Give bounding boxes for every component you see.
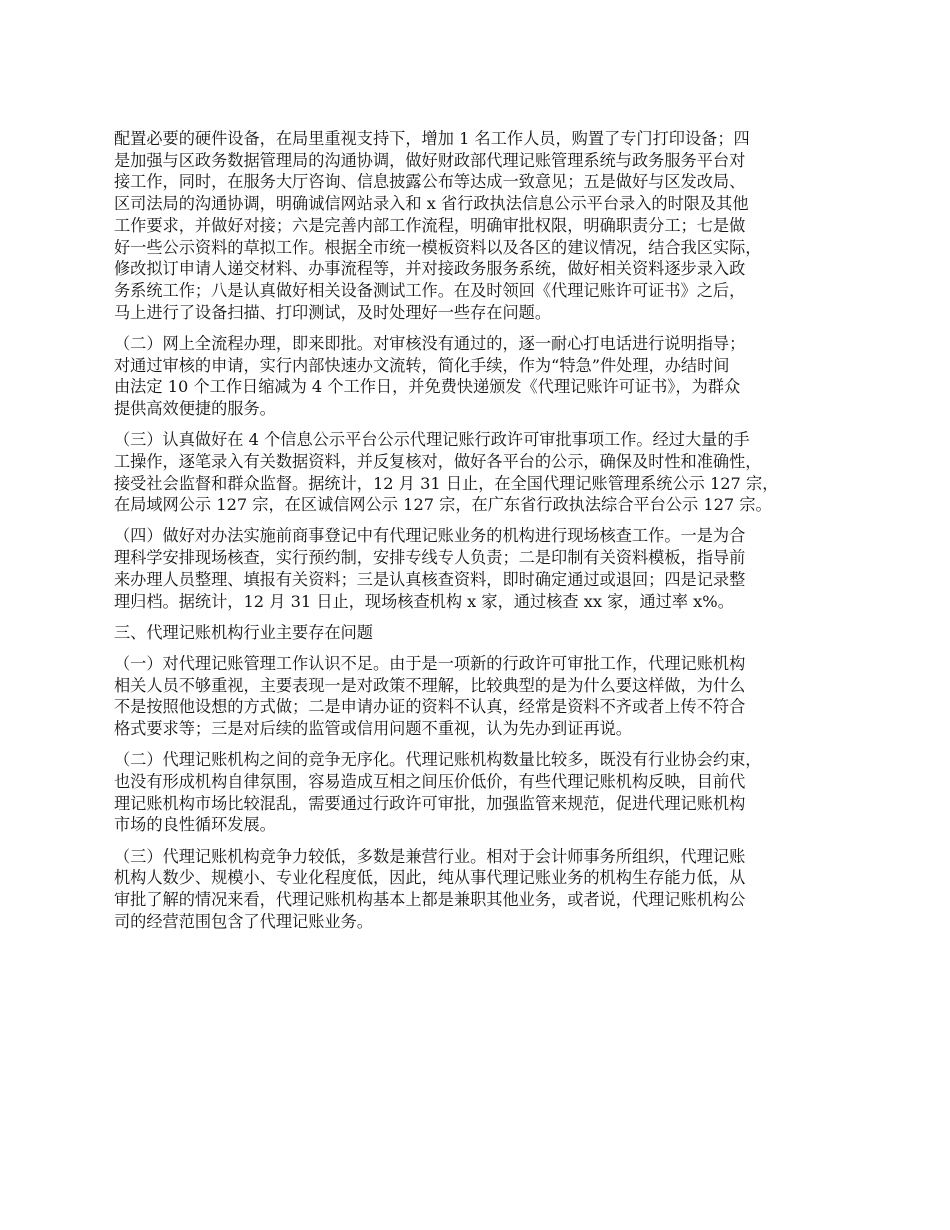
- paragraph-disorderly-competition: [114, 749, 854, 836]
- paragraph-line: 是加强与区政务数据管理局的沟通协调，做好财政部代理记账管理系统与政务服务平台对: [114, 150, 746, 170]
- paragraph-line: 马上进行了设备扫描、打印测试，及时处理好一些存在问题。: [114, 302, 552, 322]
- section-heading-text: 三、代理记账机构行业主要存在问题: [114, 622, 373, 642]
- paragraph-line: 提供高效便捷的服务。: [114, 398, 276, 418]
- paragraph-line: 来办理人员整理、填报有关资料；三是认真核查资料，即时确定通过或退回；四是记录整: [114, 569, 746, 589]
- paragraph-line: 理记账机构市场比较混乱，需要通过行政许可审批，加强监管来规范，促进代理记账机构: [114, 793, 746, 813]
- paragraph-line: 理科学安排现场核查，实行预约制，安排专线专人负责；二是印制有关资料模板，指导前: [114, 548, 746, 568]
- paragraph-line: 工作要求，并做好对接；六是完善内部工作流程，明确审批权限，明确职责分工；七是做: [114, 215, 746, 235]
- document-body: [114, 128, 854, 942]
- paragraph-line: 工操作，逐笔录入有关数据资料，并反复核对，做好各平台的公示，确保及时性和准确性，: [114, 451, 762, 471]
- paragraph-line: 相关人员不够重视，主要表现一是对政策不理解，比较典型的是为什么要这样做，为什么: [114, 675, 746, 695]
- paragraph-line: 由法定 10 个工作日缩减为 4 个工作日，并免费快递颁发《代理记账许可证书》，为群众: [114, 377, 741, 397]
- paragraph-line: 不是按照他设想的方式做；二是申请办证的资料不认真，经常是资料不齐或者上传不符合: [114, 697, 746, 717]
- paragraph-line: 对通过审核的申请，实行内部快速办文流转，简化手续，作为“特急”件处理，办结时间: [114, 355, 730, 375]
- paragraph-equipment-setup: [114, 128, 854, 323]
- paragraph-line: 市场的良性循环发展。: [114, 815, 276, 835]
- paragraph-low-competitiveness: [114, 846, 854, 933]
- paragraph-line: 审批了解的情况来看，代理记账机构基本上都是兼职其他业务，或者说，代理记账机构公: [114, 890, 746, 909]
- paragraph-line: 司的经营范围包含了代理记账业务。: [114, 911, 373, 931]
- paragraph-line: （三）代理记账机构竞争力较低，多数是兼营行业。相对于会计师事务所组织，代理记账: [114, 846, 746, 866]
- paragraph-insufficient-awareness: [114, 653, 854, 740]
- paragraph-line: （三）认真做好在 4 个信息公示平台公示代理记账行政许可审批事项工作。经过大量的手: [114, 430, 750, 450]
- paragraph-onsite-verification: [114, 525, 854, 612]
- paragraph-online-processing: [114, 333, 854, 420]
- paragraph-info-publication: [114, 429, 854, 516]
- paragraph-line: 好一些公示资料的草拟工作。根据全市统一模板资料以及各区的建议情况，结合我区实际，: [114, 237, 762, 257]
- paragraph-line: 格式要求等；三是对后续的监管或信用问题不重视，认为先办到证再说。: [114, 719, 632, 739]
- paragraph-line: 修改拟订申请人递交材料、办事流程等，并对接政务服务系统，做好相关资料逐步录入政: [114, 259, 746, 279]
- section-heading: [114, 622, 854, 644]
- paragraph-line: 接受社会监督和群众监督。据统计，12 月 31 日止，在全国代理记账管理系统公示 127 宗，: [114, 473, 779, 493]
- paragraph-line: （二）代理记账机构之间的竞争无序化。代理记账机构数量比较多，既没有行业协会约束，: [114, 750, 762, 770]
- paragraph-line: （二）网上全流程办理，即来即批。对审核没有通过的，逐一耐心打电话进行说明指导；: [114, 333, 746, 353]
- paragraph-line: 务系统工作；八是认真做好相关设备测试工作。在及时领回《代理记账许可证书》之后，: [114, 280, 746, 300]
- paragraph-line: 理归档。据统计，12 月 31 日止，现场核查机构 x 家，通过核查 xx 家，通过率 x%。: [114, 591, 734, 611]
- paragraph-line: 机构人数少、规模小、专业化程度低，因此，纯从事代理记账业务的机构生存能力低，从: [114, 868, 746, 888]
- paragraph-line: 配置必要的硬件设备，在局里重视支持下，增加 1 名工作人员，购置了专门打印设备；四: [114, 129, 750, 148]
- paragraph-line: （四）做好对办法实施前商事登记中有代理记账业务的机构进行现场核查工作。一是为合: [114, 526, 746, 546]
- paragraph-line: 接工作，同时，在服务大厅咨询、信息披露公布等达成一致意见；五是做好与区发改局、: [114, 172, 746, 192]
- paragraph-line: （一）对代理记账管理工作认识不足。由于是一项新的行政许可审批工作，代理记账机构: [114, 653, 746, 673]
- paragraph-line: 也没有形成机构自律氛围，容易造成互相之间压价低价，有些代理记账机构反映，目前代: [114, 771, 746, 791]
- paragraph-line: 在局域网公示 127 宗，在区诚信网公示 127 宗，在广东省行政执法综合平台公示 127 宗。: [114, 495, 772, 515]
- paragraph-line: 区司法局的沟通协调，明确诚信网站录入和 x 省行政执法信息公示平台录入的时限及其他: [114, 194, 749, 214]
